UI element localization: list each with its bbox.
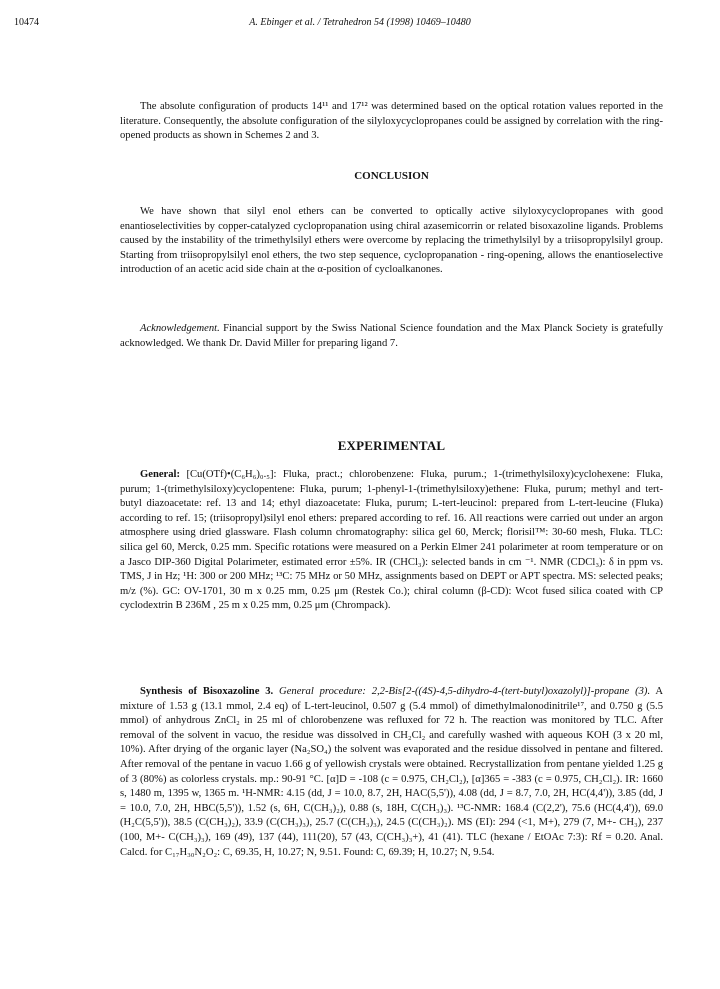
general-block xyxy=(120,468,663,614)
conclusion-paragraph: We have shown that silyl enol ethers can be converted to optically active silyloxycyclopropanes with good enantioselectivities by copper-catalyzed cyclopropanation using chiral azasemicorrin or related bisoxazoline ligands. Problems caused by the instability of the trimethylsilyl ethers were overcome by replacing the trimethylsilyl by a triisopropylsilyl group. Starting from triisopropylsilyl enol ethers, the two step sequence, cyclopropanation - ring-opening, allows the enantioselective introduction of an acetic acid side chain at the α-position of cycloalkanones. xyxy=(120,206,663,276)
synthesis-text: A mixture of 1.53 g (13.1 mmol, 2.4 eq) of L-tert-leucinol, 0.507 g (5.4 mmol) of dimethylmalonodinitrile¹⁷, and 0.750 g (5.5 mmol) of anhydrous ZnCl₂ in 25 ml of chlorobenzene was refluxed for 72 h. The reaction was monitored by TLC. After removal of the solvent in vacuo, the residue was dissolved in CH₂Cl₂ and carefully washed with aqueous KOH (3 x 20 ml, 10%). After drying of the organic layer (Na₂SO₄) the solvent was evaporated and the residue dissolved in pentane and filtered. After removal of the pentane in vacuo 1.66 g of yellowish crystals were obtained. Recrystallization from pentane yielded 1.25 g of 3 (80%) as colorless crystals. mp.: 90-91 °C. [α]D = -108 (c = 0.975, CH₂Cl₂), [α]365 = -383 (c = 0.975, CH₂Cl₂). IR: 1660 s, 1480 m, 1395 w, 1365 m. ¹H-NMR: 4.15 (dd, J = 10.0, 8.7, 2H, HAC(5,5')), 4.08 (dd, J = 8.7, 7.0, 2H, HC(4,4')), 3.85 (dd, J = 10.0, 7.0, 2H, HBC(5,5')), 1.52 (s, 6H, C(CH₃)₂), 0.88 (s, 18H, C(CH₃)₃). ¹³C-NMR: 168.4 (C(2,2'), 75.6 (HC(4,4')), 69.0 (H₂C(5,5')), 38.5 (C(CH₃)₂), 33.9 (C(CH₃)₃), 25.7 (C(CH₃)₃), 24.5 (C(CH₃)₂). MS (EI): 294 (<1, M+), 279 (7, M+- CH₃), 237 (100, M+- C(CH₃)₃), 169 (49), 137 (44), 111(20), 57 (43, C(CH₃)₃+), 41 (41). TLC (hexane / EtOAc 7:3): Rf = 0.20. Anal. Calcd. for C₁₇H₃₀N₂O₂: C, 69.35, H, 10.27; N, 9.51. Found: C, 69.39; H, 10.27; N, 9.54. xyxy=(120,686,664,858)
acknowledgement-paragraph xyxy=(120,322,663,351)
synthesis-paragraph xyxy=(120,685,663,860)
conclusion-heading: CONCLUSION xyxy=(354,170,429,182)
config-paragraph-block xyxy=(120,100,663,144)
conclusion-block xyxy=(120,205,663,278)
acknowledgement-text: Financial support by the Swiss National Science foundation and the Max Planck Society is gratefully acknowledged. We thank Dr. David Miller for preparing ligand 7. xyxy=(120,323,663,349)
experimental-heading: EXPERIMENTAL xyxy=(337,438,446,453)
general-paragraph xyxy=(120,468,663,614)
acknowledgement-block xyxy=(120,322,663,351)
acknowledgement-label: Acknowledgement. xyxy=(140,323,220,334)
running-title: A. Ebinger et al. / Tetrahedron 54 (1998) 10469–10480 xyxy=(249,17,471,28)
config-paragraph: The absolute configuration of products 14¹¹ and 17¹² was determined based on the optical rotation values reported in the literature. Consequently, the absolute configuration of the silyloxycyclopropanes could be assigned by correlation with the ring-opened products as shown in Schemes 2 and 3. xyxy=(120,101,663,142)
synthesis-label: Synthesis of Bisoxazoline 3. xyxy=(140,686,274,697)
running-header xyxy=(0,17,720,31)
general-text: [Cu(OTf)•(C₆H₆)₀.₅]: Fluka, pract.; chlorobenzene: Fluka, purum.; 1-(trimethylsiloxy)cyclohexene: Fluka, purum; 1-(trimethylsiloxy)cyclopentene: Fluka, purum; 1-phenyl-1-(trimethylsiloxy)ethene: Fluka, purum; methyl and tert-butyl diazoacetate: ref. 13 and 14; ethyl diazoacetate: Fluka, purum; L-tert-leucinol: prepared from L-tert-leucine (Fluka) according to ref. 15; (triisopropyl)silyl enol ethers: prepared according to ref. 16. All reactions were carried out under an argon atmosphere using dried glassware. Flash column chromatography: silica gel 60, Merck; florisil™: 30-60 mesh, Fluka. TLC: silica gel 60, Merck, 0.25 mm. Specific rotations were measured on a Perkin Elmer 241 polarimeter at room temperature or on a Jasco DIP-360 Digital Polarimeter, estimated error ±5%. IR (CHCl₃): selected bands in cm ⁻¹. NMR (CDCl₃): δ in ppm vs. TMS, J in Hz; ¹H: 300 or 200 MHz; ¹³C: 75 MHz or 50 MHz, assignments based on DEPT or APT spectra. MS: selected peaks; m/z (%). GC: OV-1701, 30 m x 0.25 mm, 0.25 μm (Restek Co.); chiral column (β-CD): Wcot fused silica coated with CP cyclodextrin B 236M , 25 m x 0.25 mm, 0.25 μm (Chrompack). xyxy=(120,469,663,612)
general-label: General: xyxy=(140,469,181,480)
synthesis-block xyxy=(120,685,663,860)
page-number: 10474 xyxy=(14,17,39,28)
synthesis-procedure-title: General procedure: 2,2-Bis[2-((4S)-4,5-dihydro-4-(tert-butyl)oxazolyl)]-propane (3). xyxy=(273,686,651,697)
